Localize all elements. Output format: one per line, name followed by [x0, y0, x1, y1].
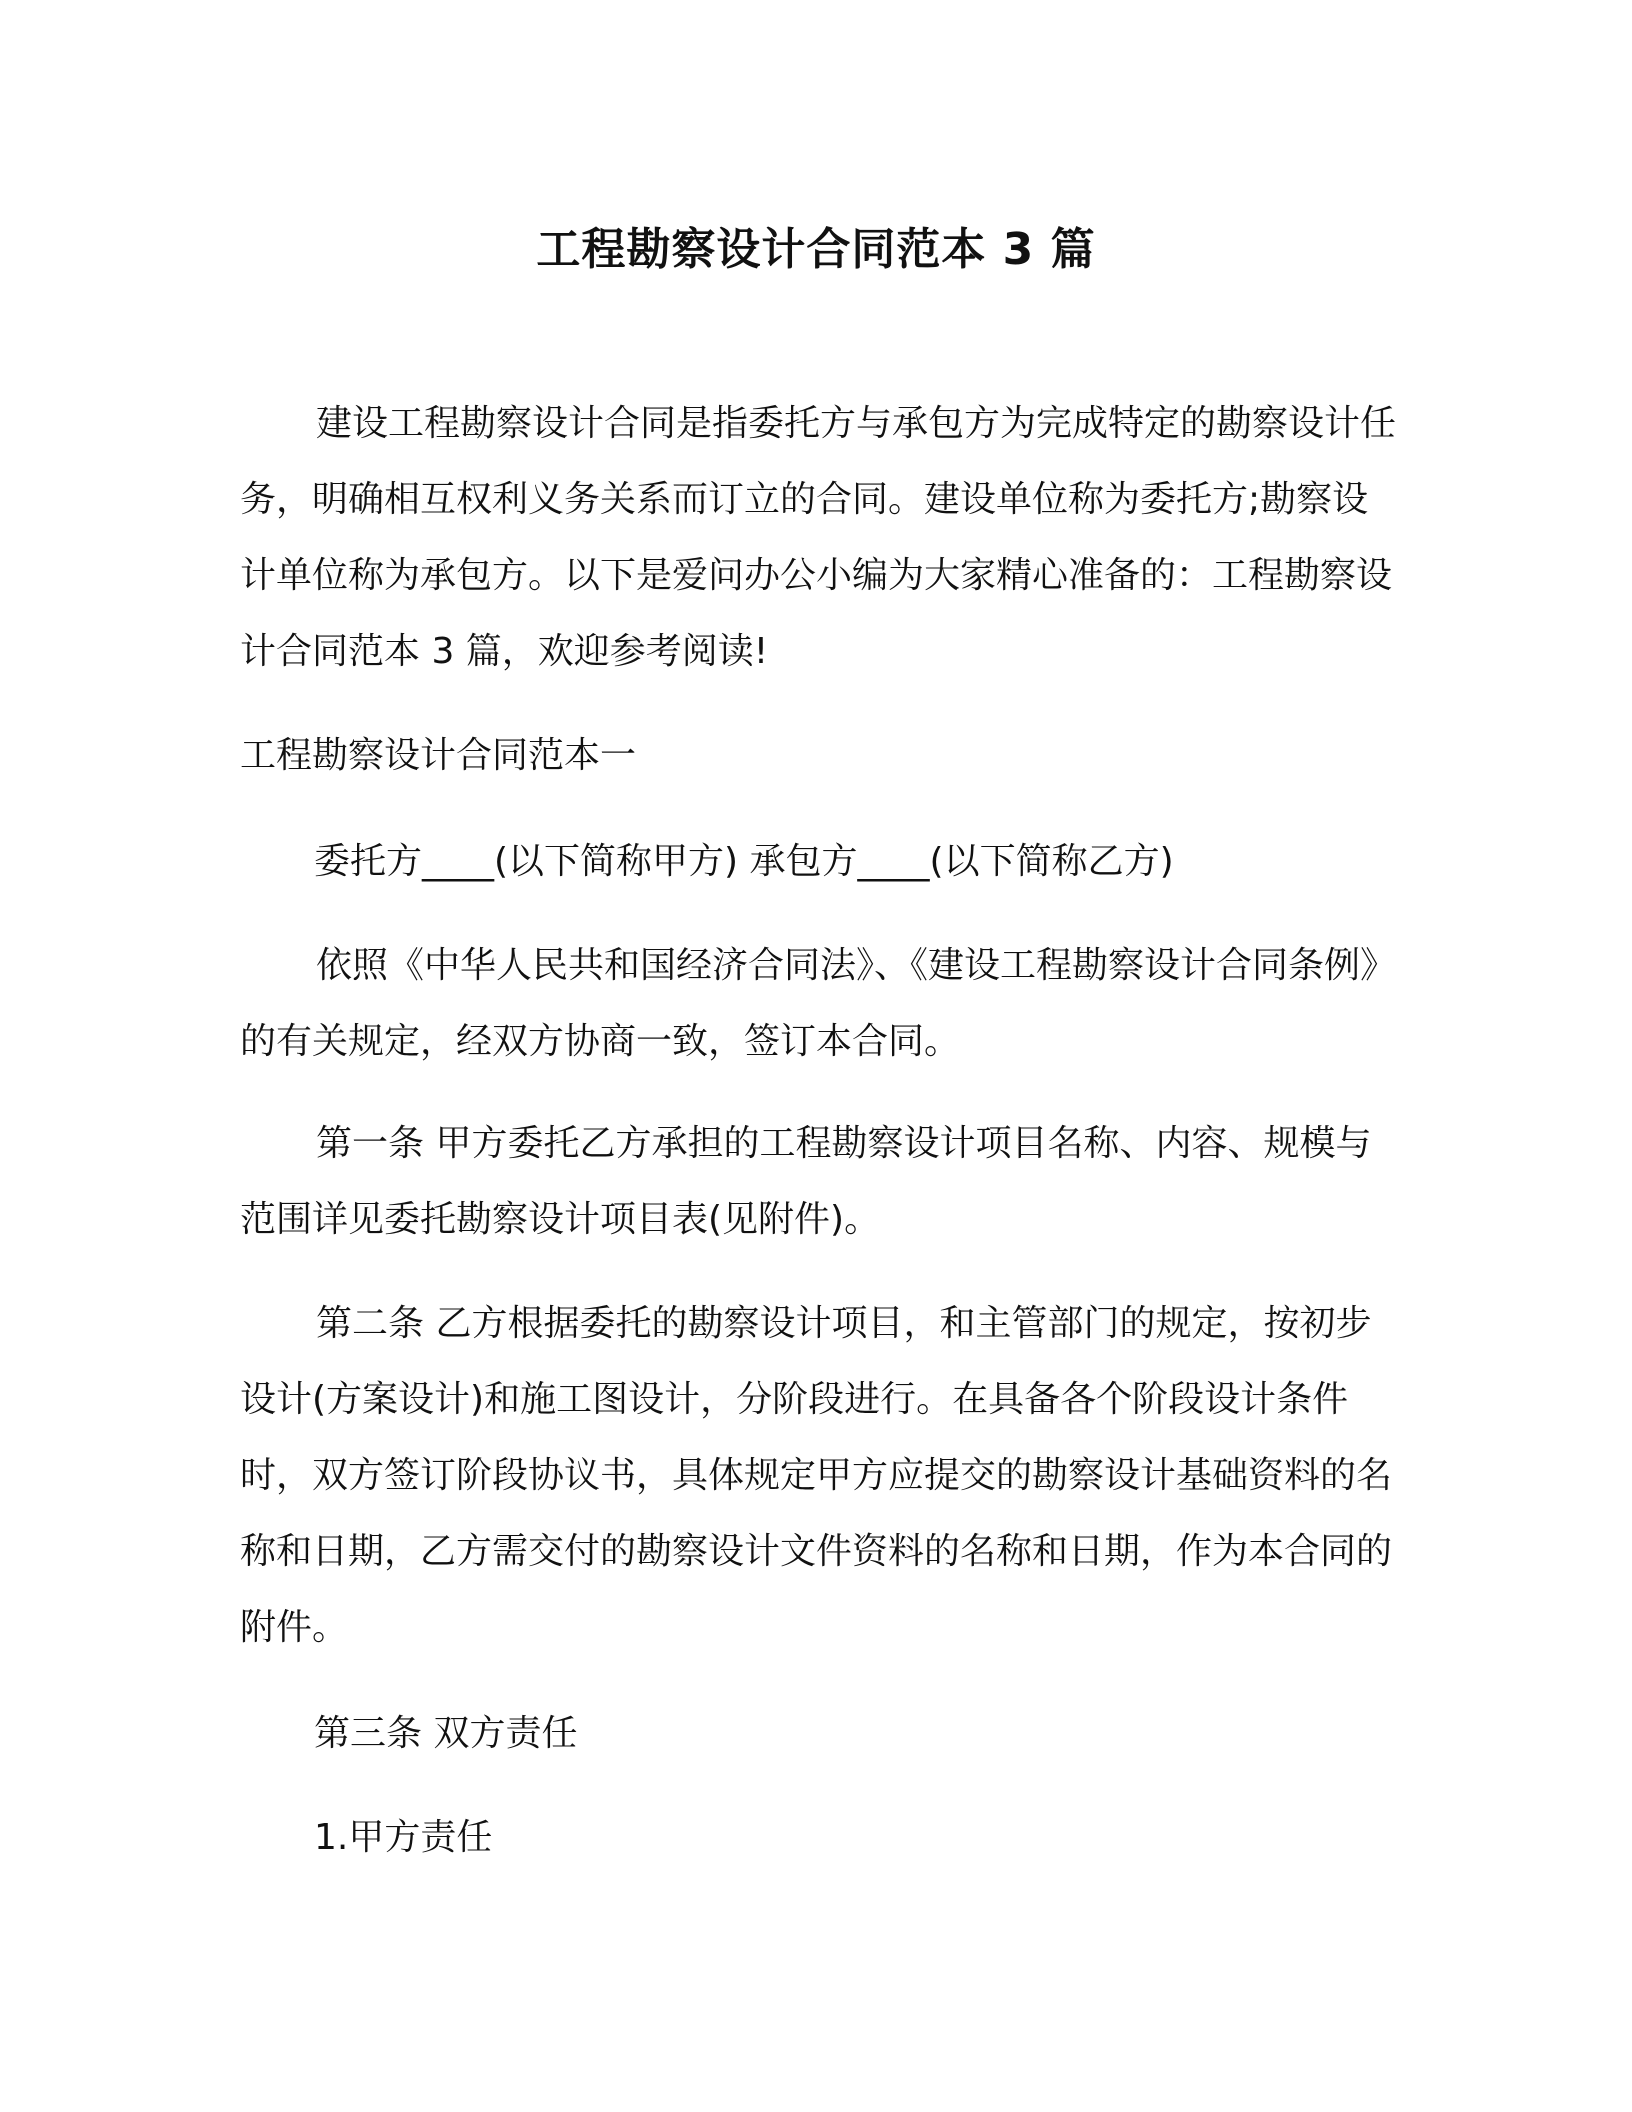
intro-paragraph: 建设工程勘察设计合同是指委托方与承包方为完成特定的勘察设计任务，明确相互权利义务关系而订立的合同。建设单位称为委托方;勘察设计单位称为承包方。以下是爱问办公小编为大家精心准备的：工程勘察设计合同范本 3 篇，欢迎参考阅读!	[240, 403, 1397, 672]
section-heading: 工程勘察设计合同范本一	[240, 735, 637, 776]
document-title: 工程勘察设计合同范本 3 篇	[536, 224, 1096, 275]
article-2-paragraph: 第二条 乙方根据委托的勘察设计项目，和主管部门的规定，按初步设计(方案设计)和施工图设计，分阶段进行。在具备各个阶段设计条件时，双方签订阶段协议书，具体规定甲方应提交的勘察设计基础资料的名称和日期，乙方需交付的勘察设计文件资料的名称和日期，作为本合同的附件。	[240, 1303, 1393, 1648]
parties-line: 委托方____(以下简称甲方) 承包方____(以下简称乙方)	[314, 841, 1174, 882]
article-1-paragraph: 第一条 甲方委托乙方承担的工程勘察设计项目名称、内容、规模与范围详见委托勘察设计项目表(见附件)。	[240, 1123, 1372, 1240]
basis-paragraph: 依照《中华人民共和国经济合同法》、《建设工程勘察设计合同条例》的有关规定，经双方协商一致，签订本合同。	[240, 945, 1397, 1062]
item-1-heading: 1.甲方责任	[314, 1817, 493, 1858]
article-3-heading: 第三条 双方责任	[314, 1713, 578, 1754]
